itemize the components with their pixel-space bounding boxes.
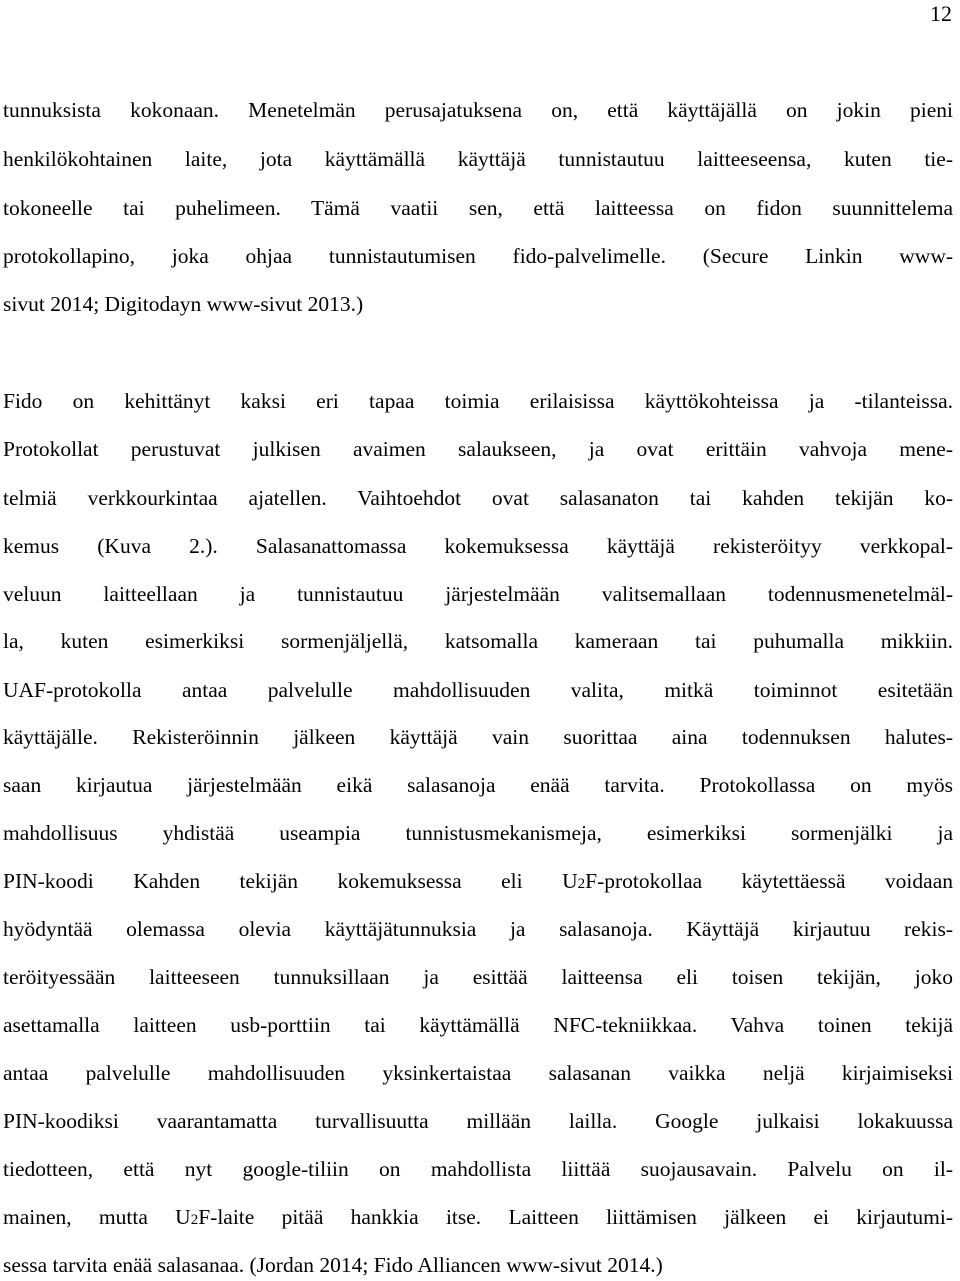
text-line: sessa tarvita enää salasanaa. (Jordan 2014; Fido Alliancen www-sivut 2014.) [3,1253,663,1277]
text-line: asettamalla laitteen usb-porttiin tai käyttämällä NFC-tekniikkaa. Vahva toinen tekijä [3,1013,953,1037]
text-line: tokoneelle tai puhelimeen. Tämä vaatii sen, että laitteessa on fidon suunnittelema [3,196,953,220]
text-line: teröityessään laitteeseen tunnuksillaan ja esittää laitteensa eli toisen tekijän, joko [3,965,953,989]
page-number: 12 [930,1,952,26]
text-line: tunnuksista kokonaan. Menetelmän perusajatuksena on, että käyttäjällä on jokin pieni [3,98,953,122]
text-line: telmiä verkkourkintaa ajatellen. Vaihtoehdot ovat salasanaton tai kahden tekijän ko- [3,486,953,510]
text-line: PIN-koodi Kahden tekijän kokemuksessa eli U2F-protokollaa käytettäessä voidaan [3,869,953,893]
text-line: veluun laitteellaan ja tunnistautuu järjestelmään valitsemallaan todennusmenetelmäl- [3,582,953,606]
text-line: käyttäjälle. Rekisteröinnin jälkeen käyttäjä vain suorittaa aina todennuksen halutes- [3,725,953,749]
text-line: protokollapino, joka ohjaa tunnistautumisen fido-palvelimelle. (Secure Linkin www- [3,244,953,268]
text-line: Fido on kehittänyt kaksi eri tapaa toimia erilaisissa käyttökohteissa ja -tilanteissa. [3,389,953,413]
text-line: mainen, mutta U2F-laite pitää hankkia itse. Laitteen liittämisen jälkeen ei kirjautumi- [3,1205,953,1229]
text-line: la, kuten esimerkiksi sormenjäljellä, katsomalla kameraan tai puhumalla mikkiin. [3,629,953,653]
text-line: kemus (Kuva 2.). Salasanattomassa kokemuksessa käyttäjä rekisteröityy verkkopal- [3,534,953,558]
text-line: UAF-protokolla antaa palvelulle mahdollisuuden valita, mitkä toiminnot esitetään [3,678,953,702]
text-line: saan kirjautua järjestelmään eikä salasanoja enää tarvita. Protokollassa on myös [3,773,953,797]
text-line: sivut 2014; Digitodayn www-sivut 2013.) [3,292,364,316]
text-line: henkilökohtainen laite, jota käyttämällä käyttäjä tunnistautuu laitteeseensa, kuten tie- [3,147,953,171]
text-line: antaa palvelulle mahdollisuuden yksinkertaistaa salasanan vaikka neljä kirjaimiseksi [3,1061,953,1085]
text-line: Protokollat perustuvat julkisen avaimen salaukseen, ja ovat erittäin vahvoja mene- [3,437,953,461]
text-line: tiedotteen, että nyt google-tiliin on mahdollista liittää suojausavain. Palvelu on il- [3,1157,953,1181]
text-line: mahdollisuus yhdistää useampia tunnistusmekanismeja, esimerkiksi sormenjälki ja [3,821,953,845]
text-line: hyödyntää olemassa olevia käyttäjätunnuksia ja salasanoja. Käyttäjä kirjautuu rekis- [3,917,953,941]
text-line: PIN-koodiksi vaarantamatta turvallisuutta millään lailla. Google julkaisi lokakuussa [3,1109,953,1133]
